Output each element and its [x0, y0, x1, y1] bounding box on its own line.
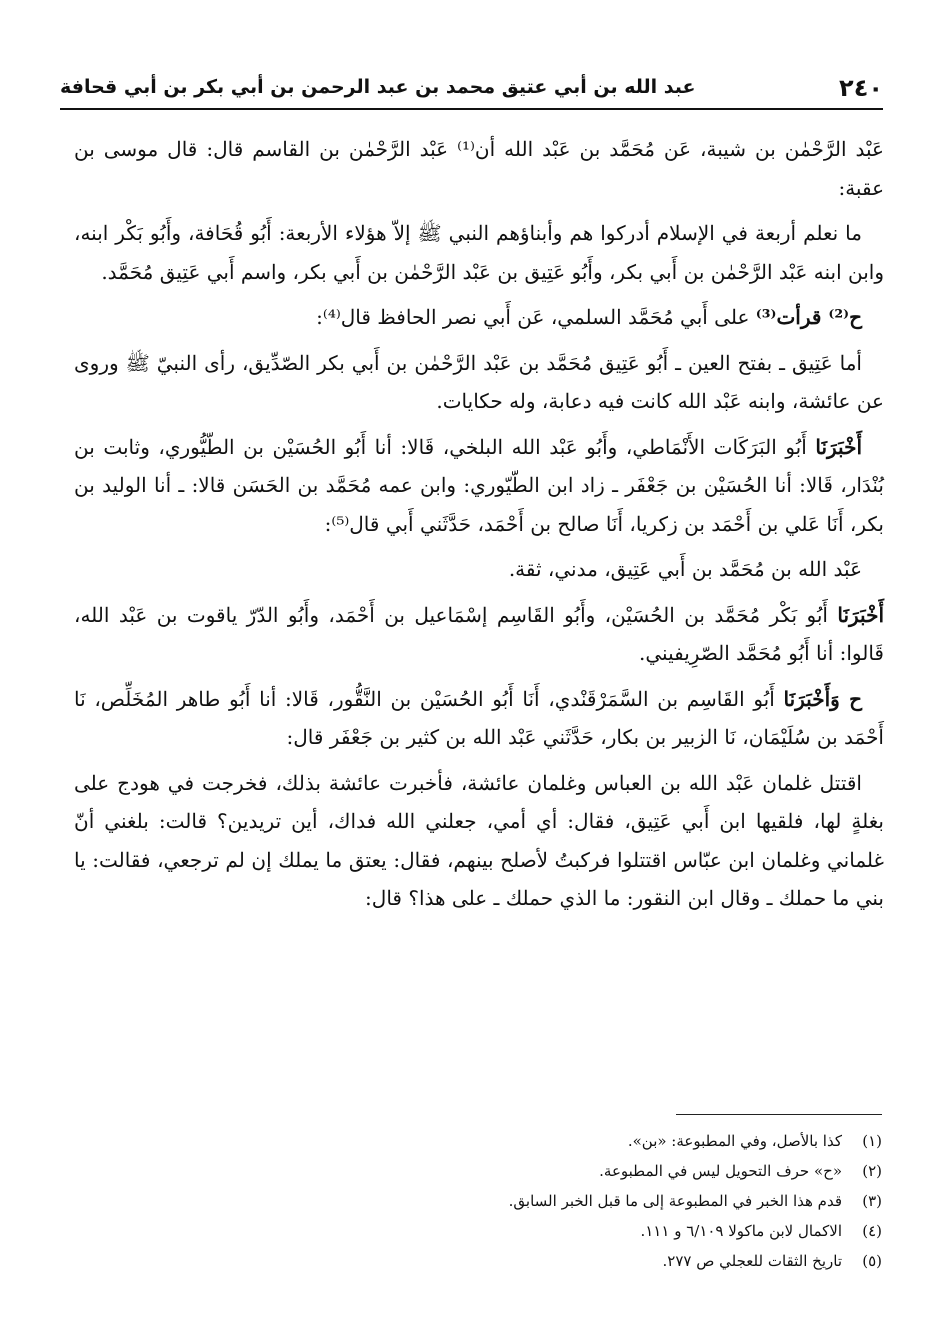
- footnote-2: [300, 1156, 882, 1186]
- paragraph-lead: أَخْبَرَنَا: [815, 434, 862, 459]
- paragraph-p9: [74, 764, 884, 918]
- paragraph-p1: [74, 130, 884, 207]
- page-number: ٢٤٠: [839, 74, 883, 102]
- footnote-3: [300, 1186, 882, 1216]
- paragraph-text: على أَبي مُحَمَّد السلمي، عَن أَبي نصر الحافظ قال⁽⁴⁾:: [316, 305, 750, 329]
- footnote-4: [300, 1216, 882, 1246]
- paragraph-p7: [74, 596, 884, 673]
- running-title: عبد الله بن أبي عتيق محمد بن عبد الرحمن بن أبي بكر بن أبي قحافة: [60, 76, 696, 98]
- paragraph-text: عَبْد الله بن مُحَمَّد بن أَبي عَتِيق، مدني، ثقة.: [508, 557, 862, 581]
- paragraph-lead: أَخْبَرَنَا: [837, 602, 885, 627]
- paragraph-p3: [74, 298, 884, 337]
- footnote-divider: [676, 1114, 882, 1115]
- page-header: [60, 66, 883, 106]
- footnote-1: [300, 1126, 882, 1156]
- footnote-text: تاريخ الثقات للعجلي ص ٢٧٧.: [662, 1252, 842, 1270]
- paragraph-text: اقتتل غلمان عَبْد الله بن العباس وغلمان عائشة، فأخبرت عائشة بذلك، فخرجت في هودج على بغلةٍ لها، فلقيها ابن أَبي عَتِيق، فقال: أي أمي، جعلني الله فداك، أين تريدين؟ قالت: بلغني أنّ غلماني وغلمان ابن عبّاس اقتتلوا فركبتُ لأصلح بينهم، فقال: يعتق ما يملك إن لم ترجعي، فقالت: يا بني ما حملك ـ وقال ابن النقور: ما الذي حملك ـ على هذا؟ قال:: [74, 770, 884, 910]
- paragraph-p8: [74, 680, 884, 757]
- footnote-text: «ح» حرف التحويل ليس في المطبوعة.: [599, 1162, 842, 1180]
- paragraph-p5: [74, 428, 884, 544]
- paragraph-p2: [74, 214, 884, 291]
- footnote-number: (٢): [862, 1162, 882, 1180]
- footnote-text: الاكمال لابن ماكولا ٦/١٠٩ و ١١١.: [640, 1222, 842, 1240]
- footnote-number: (٥): [862, 1252, 882, 1270]
- header-divider: [60, 108, 883, 110]
- paragraph-lead: ح⁽²⁾ قرأت⁽³⁾: [755, 305, 862, 329]
- paragraph-text: عَبْد الرَّحْمٰن بن شيبة، عَن مُحَمَّد بن عَبْد الله أن⁽¹⁾ عَبْد الرَّحْمٰن بن القاسم قال: قال موسى بن عقبة:: [74, 137, 884, 200]
- footnote-number: (٤): [862, 1222, 882, 1240]
- paragraph-text: أَبُو البَرَكَات الأَنْمَاطي، وأَبُو عَبْد الله البلخي، قَالا: أنا أَبُو الحُسَيْن بن الطّيُّوري، وثابت بن بُنْدَار، قَالا: أنا الحُسَيْن بن جَعْفَر ـ زاد ابن الطّيّوري: وابن عمه مُحَمَّد بن الحَسَن قالا: ـ أنا الوليد بن بكر، أَنَا عَلي بن أَحْمَد بن زكريا، أَنَا صالح بن أَحْمَد، حَدَّثَني أَبي قال⁽⁵⁾:: [74, 434, 884, 536]
- paragraph-p4: [74, 344, 884, 421]
- footnote-text: قدم هذا الخبر في المطبوعة إلى ما قبل الخبر السابق.: [508, 1192, 842, 1210]
- paragraph-text: أَبُو القَاسِم بن السَّمَرْقَنْدي، أَنَا أَبُو الحُسَيْن بن النَّقُّور، قَالا: أنا أَبُو طاهر المُخَلِّص، نَا أَحْمَد بن سُلَيْمَان، نَا الزبير بن بكار، حَدَّثَني عَبْد الله بن كثير بن جَعْفَر قال:: [74, 686, 884, 749]
- paragraph-p6: [74, 550, 884, 589]
- footnote-5: [300, 1246, 882, 1276]
- paragraph-text: أما عَتِيق ـ بفتح العين ـ أَبُو عَتِيق مُحَمَّد بن عَبْد الرَّحْمٰن بن أَبي بكر الصّدِّيق، رأى النبيّ ﷺ وروى عن عائشة، وابنه عَبْد الله كانت فيه دعابة، وله حكايات.: [74, 350, 884, 413]
- footnote-text: كذا بالأصل، وفي المطبوعة: «بن».: [627, 1132, 842, 1150]
- footnotes: [300, 1126, 882, 1276]
- paragraph-text: أَبُو بَكْر مُحَمَّد بن الحُسَيْن، وأَبُو القَاسِم إسْمَاعيل بن أَحْمَد، وأَبُو الدّرّ ياقوت بن عَبْد الله، قَالوا: أنا أَبُو مُحَمَّد الصّرِيفيني.: [74, 602, 884, 665]
- footnote-number: (١): [862, 1132, 882, 1150]
- footnote-number: (٣): [862, 1192, 882, 1210]
- main-text: [74, 130, 884, 925]
- paragraph-lead: ح وَأَخْبَرَنَا: [783, 686, 862, 711]
- paragraph-text: ما نعلم أربعة في الإسلام أدركوا هم وأبناؤهم النبي ﷺ إلاّ هؤلاء الأربعة: أَبُو قُحَافة، وأَبُو بَكْر ابنه، وابن ابنه عَبْد الرَّحْمٰن بن أَبي بكر، وأَبُو عَتِيق بن عَبْد الرَّحْمٰن بن أَبي بكر، واسم أَبي عَتِيق مُحَمَّد.: [74, 221, 884, 284]
